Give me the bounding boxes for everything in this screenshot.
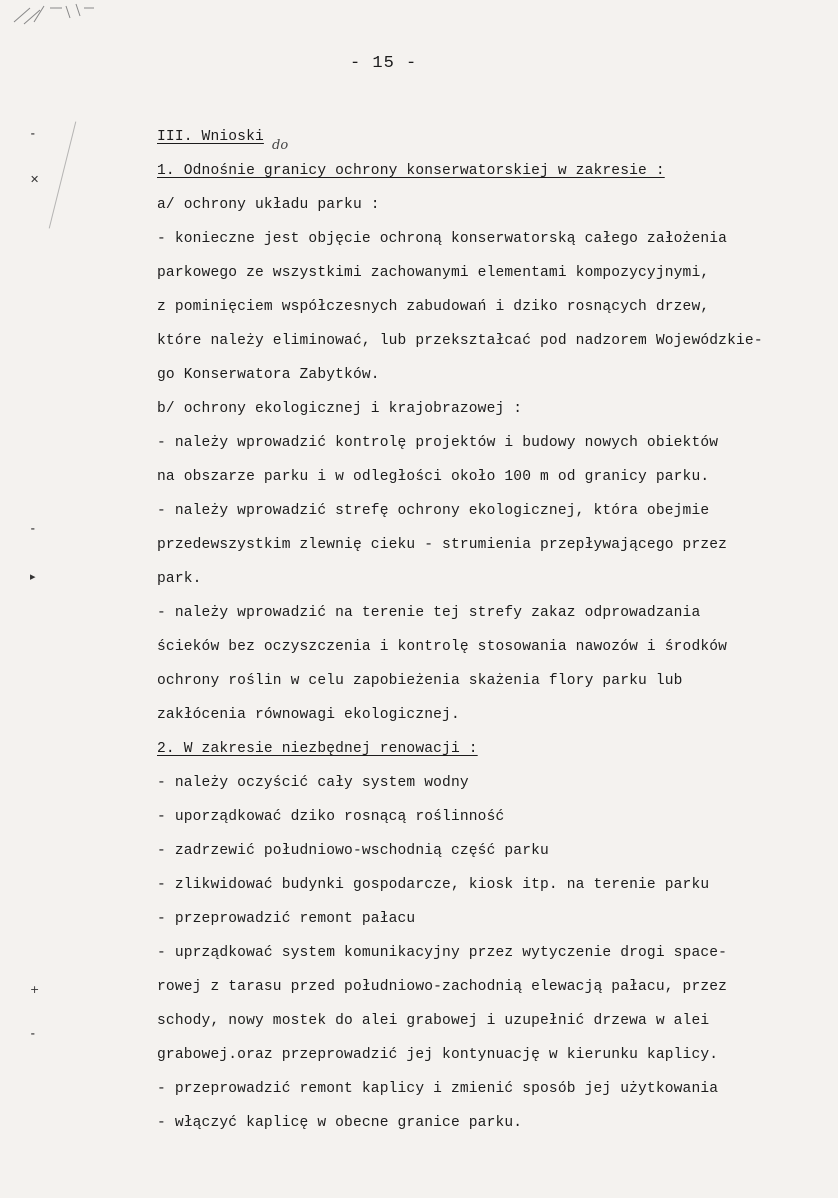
text-line: ścieków bez oczyszczenia i kontrolę stosowania nawozów i środków bbox=[157, 639, 728, 655]
text-line: - należy wprowadzić strefę ochrony ekologicznej, która obejmie bbox=[157, 503, 710, 519]
text-line: - konieczne jest objęcie ochroną konserwatorską całego założenia bbox=[157, 231, 728, 247]
corner-pencil-scribble bbox=[10, 2, 100, 28]
text-line: z pominięciem współczesnych zabudowań i dziko rosnących drzew, bbox=[157, 299, 710, 315]
section-heading: III. Wnioski bbox=[157, 129, 264, 145]
hole-punch-mark: ⁃ bbox=[30, 128, 36, 141]
document-body bbox=[157, 120, 827, 1140]
section-heading: 1. Odnośnie granicy ochrony konserwatorskiej w zakresie : bbox=[157, 163, 665, 179]
text-line: - przeprowadzić remont pałacu bbox=[157, 911, 416, 927]
text-line: grabowej.oraz przeprowadzić jej kontynuację w kierunku kaplicy. bbox=[157, 1047, 719, 1063]
text-line: park. bbox=[157, 571, 202, 587]
text-line: rowej z tarasu przed południowo-zachodnią elewacją pałacu, przez bbox=[157, 979, 728, 995]
text-line: - uprządkować system komunikacyjny przez wytyczenie drogi space- bbox=[157, 945, 728, 961]
text-line: ochrony roślin w celu zapobieżenia skażenia flory parku lub bbox=[157, 673, 683, 689]
text-line: b/ ochrony ekologicznej i krajobrazowej : bbox=[157, 401, 523, 417]
hole-punch-mark: ▸ bbox=[30, 570, 36, 583]
text-line: - zadrzewić południowo-wschodnią część parku bbox=[157, 843, 549, 859]
text-line: przedewszystkim zlewnię cieku - strumienia przepływającego przez bbox=[157, 537, 728, 553]
text-line: które należy eliminować, lub przekształcać pod nadzorem Wojewódzkie- bbox=[157, 333, 763, 349]
text-line: na obszarze parku i w odległości około 100 m od granicy parku. bbox=[157, 469, 710, 485]
hole-punch-mark: ✕ bbox=[30, 173, 40, 186]
text-line: - należy oczyścić cały system wodny bbox=[157, 775, 469, 791]
page-number: - 15 - bbox=[350, 54, 418, 73]
hole-punch-mark: + bbox=[30, 983, 40, 996]
section-heading: 2. W zakresie niezbędnej renowacji : bbox=[157, 741, 478, 757]
text-line: - zlikwidować budynki gospodarcze, kiosk itp. na terenie parku bbox=[157, 877, 710, 893]
text-line: go Konserwatora Zabytków. bbox=[157, 367, 380, 383]
text-line: zakłócenia równowagi ekologicznej. bbox=[157, 707, 460, 723]
text-line: - należy wprowadzić na terenie tej strefy zakaz odprowadzania bbox=[157, 605, 701, 621]
text-line: schody, nowy mostek do alei grabowej i uzupełnić drzewa w alei bbox=[157, 1013, 710, 1029]
hole-punch-mark: ⁃ bbox=[30, 523, 36, 536]
text-line: - należy wprowadzić kontrolę projektów i budowy nowych obiektów bbox=[157, 435, 719, 451]
text-line: parkowego ze wszystkimi zachowanymi elementami kompozycyjnymi, bbox=[157, 265, 710, 281]
text-line: - przeprowadzić remont kaplicy i zmienić sposób jej użytkowania bbox=[157, 1081, 719, 1097]
handwritten-note: do bbox=[272, 138, 289, 153]
text-line: - uporządkować dziko rosnącą roślinność bbox=[157, 809, 505, 825]
text-line: a/ ochrony układu parku : bbox=[157, 197, 380, 213]
text-line: - włączyć kaplicę w obecne granice parku. bbox=[157, 1115, 523, 1131]
hole-punch-mark: ⁃ bbox=[30, 1028, 36, 1041]
scan-streak bbox=[49, 122, 77, 229]
